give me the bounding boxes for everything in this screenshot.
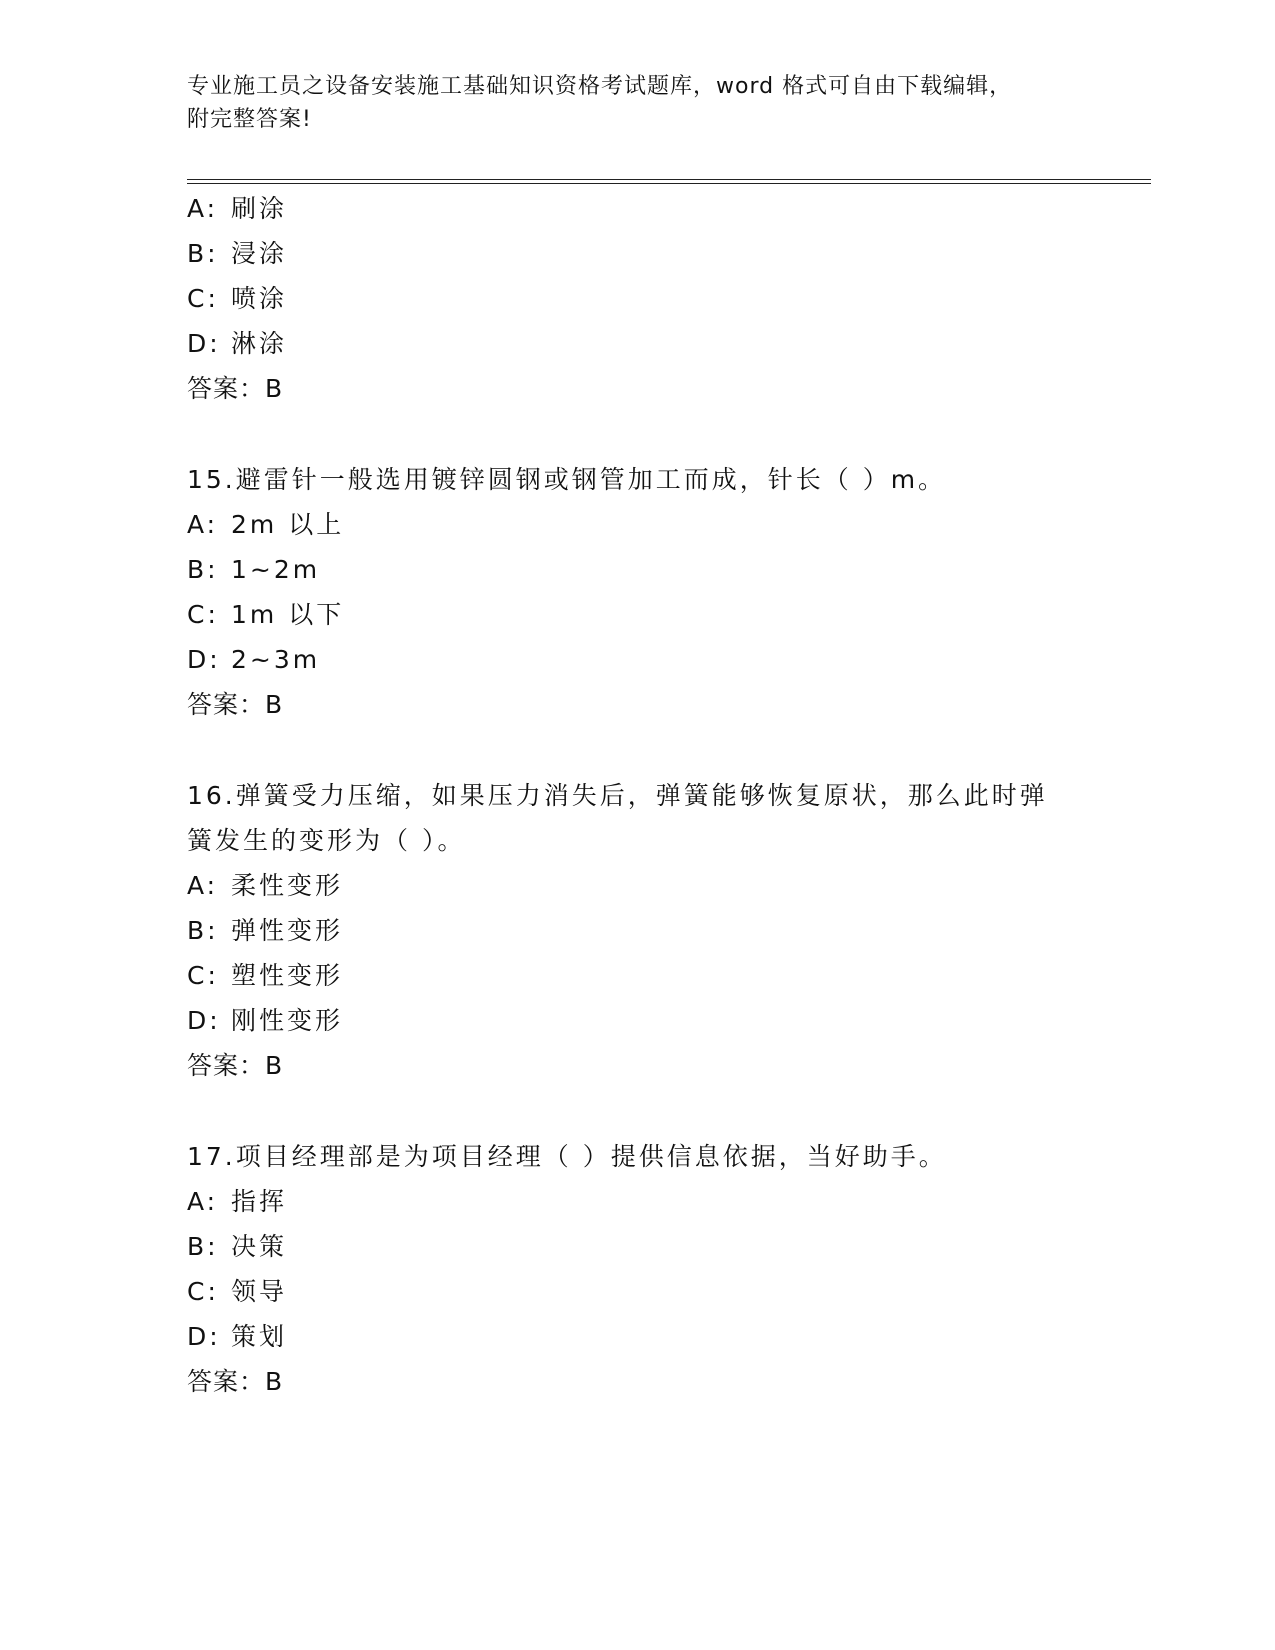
option-text: 2m 以上 xyxy=(231,510,345,539)
option-letter: C: xyxy=(187,961,219,990)
option-text: 刷涂 xyxy=(231,194,288,223)
option-letter: B: xyxy=(187,239,219,268)
option-text: 刚性变形 xyxy=(231,1006,344,1035)
header-line-1: 专业施工员之设备安装施工基础知识资格考试题库，word 格式可自由下载编辑， xyxy=(187,74,1013,99)
q16-stem-line-1: 16.弹簧受力压缩，如果压力消失后，弹簧能够恢复原状，那么此时弹 xyxy=(187,781,1048,810)
q17-option-d xyxy=(187,1322,287,1352)
option-text: 策划 xyxy=(231,1322,288,1351)
option-letter: D: xyxy=(187,645,221,674)
q17-option-b xyxy=(187,1232,287,1262)
option-text: 2~3m xyxy=(231,645,321,674)
q16-option-d xyxy=(187,1006,343,1036)
option-text: 喷涂 xyxy=(231,284,288,313)
option-letter: D: xyxy=(187,329,221,358)
option-letter: A: xyxy=(187,510,219,539)
q15-stem: 15.避雷针一般选用镀锌圆钢或钢管加工而成，针长（ ）m。 xyxy=(187,465,947,494)
option-text: 浸涂 xyxy=(231,239,288,268)
option-text: 1~2m xyxy=(231,555,321,584)
q15-option-c xyxy=(187,600,344,630)
q14-option-d xyxy=(187,329,287,359)
q16-stem-line-2: 簧发生的变形为（ ）。 xyxy=(187,826,466,855)
header-divider-bottom xyxy=(187,183,1151,184)
header-divider-top xyxy=(187,179,1151,180)
option-letter: D: xyxy=(187,1006,221,1035)
option-letter: A: xyxy=(187,871,219,900)
option-text: 领导 xyxy=(231,1277,288,1306)
option-letter: C: xyxy=(187,1277,219,1306)
document-header xyxy=(187,70,1087,136)
q15-answer: 答案：B xyxy=(187,690,284,719)
q14-option-b xyxy=(187,239,287,269)
q14-answer: 答案：B xyxy=(187,374,284,403)
option-letter: B: xyxy=(187,1232,219,1261)
option-letter: A: xyxy=(187,1187,219,1216)
q15-option-a xyxy=(187,510,344,540)
q17-answer: 答案：B xyxy=(187,1367,284,1396)
option-text: 淋涂 xyxy=(231,329,288,358)
q15-option-b xyxy=(187,555,320,585)
option-letter: C: xyxy=(187,600,219,629)
option-text: 柔性变形 xyxy=(231,871,344,900)
q17-option-c xyxy=(187,1277,287,1307)
option-letter: A: xyxy=(187,194,219,223)
q16-answer: 答案：B xyxy=(187,1051,284,1080)
q16-option-c xyxy=(187,961,343,991)
option-text: 塑性变形 xyxy=(231,961,344,990)
option-text: 弹性变形 xyxy=(231,916,344,945)
header-line-2: 附完整答案! xyxy=(187,107,312,132)
q17-stem: 17.项目经理部是为项目经理（ ）提供信息依据，当好助手。 xyxy=(187,1142,947,1171)
option-letter: D: xyxy=(187,1322,221,1351)
option-text: 指挥 xyxy=(231,1187,288,1216)
option-text: 1m 以下 xyxy=(231,600,345,629)
q15-option-d xyxy=(187,645,320,675)
option-letter: C: xyxy=(187,284,219,313)
q16-option-a xyxy=(187,871,343,901)
q14-option-a xyxy=(187,194,287,224)
option-letter: B: xyxy=(187,916,219,945)
option-text: 决策 xyxy=(231,1232,288,1261)
option-letter: B: xyxy=(187,555,219,584)
q14-option-c xyxy=(187,284,287,314)
q16-option-b xyxy=(187,916,343,946)
q17-option-a xyxy=(187,1187,287,1217)
